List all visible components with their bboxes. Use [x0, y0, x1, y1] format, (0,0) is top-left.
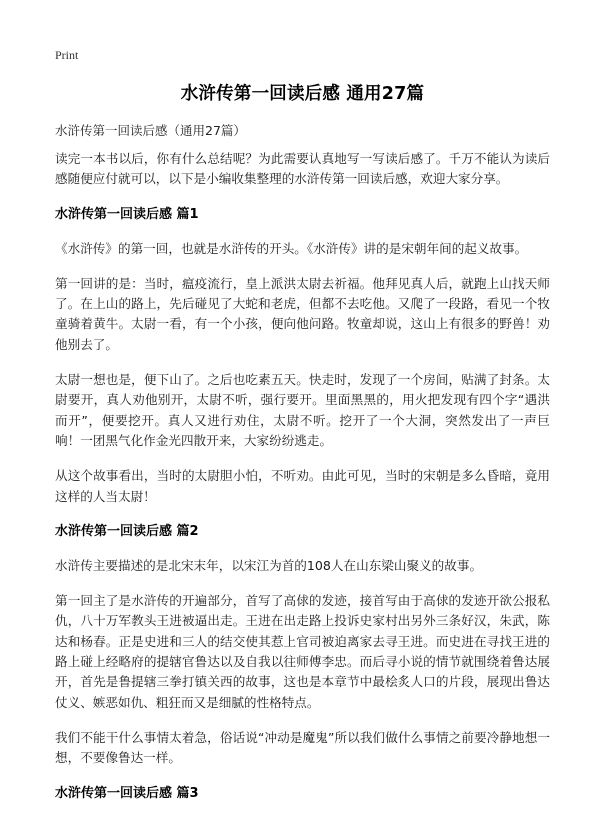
print-link[interactable]: Print [55, 48, 79, 62]
section-heading-1: 水浒传第一回读后感 篇1 [55, 206, 199, 222]
intro-paragraph: 读完一本书以后，你有什么总结呢？为此需要认真地写一写读后感了。千万不能认为读后感随便应付就可以，以下是小编收集整理的水浒传第一回读后感，欢迎大家分享。 [55, 151, 550, 187]
paragraph: 我们不能干什么事情太着急，俗话说“冲动是魔鬼”所以我们做什么事情之前要冷静地想一想，不要像鲁达一样。 [55, 729, 550, 766]
section-heading-2: 水浒传第一回读后感 篇2 [55, 523, 199, 539]
paragraph: 第一回主了是水浒传的开遍部分，首写了高俅的发迹，接首写由于高俅的发迹开欲公报私仇，八十万军教头王进被逼出走。王进在出走路上投诉史家村出另外三条好汉，朱武，陈达和杨春。正是史进和三人的结交使其惹上官司被迫离家去寻王进。而史进在寻找王进的路上碰上经略府的提辖官鲁达以及自我以往师傅李忠。而后寻小说的情节就围绕着鲁达展开，首先是鲁提辖三拳打镇关西的故事，这也是本章节中最桧炙人口的片段，展现出鲁达仗义、嫉恶如仇、粗狂而又是细腻的性格特点。 [55, 593, 550, 710]
paragraph: 从这个故事看出，当时的太尉胆小怕，不听劝。由此可见，当时的宋朝是多么昏暗，竟用这样的人当太尉！ [55, 468, 550, 504]
paragraph: 水浒传主要描述的是北宋末年，以宋江为首的108人在山东梁山聚义的故事。 [55, 557, 483, 573]
article-body [55, 149, 550, 818]
subtitle: 水浒传第一回读后感（通用27篇） [55, 123, 246, 138]
paragraph: 第一回讲的是：当时，瘟疫流行，皇上派洪太尉去祈福。他拜见真人后，就跑上山找天师了。在上山的路上，先后碰见了大蛇和老虎，但都不去吃他。又爬了一段路，看见一个牧童骑着黄牛。太尉一看，有一个小孩，便向他问路。牧童却说，这山上有很多的野兽！劝他别去了。 [55, 275, 550, 352]
paragraph: 《水浒传》的第一回，也就是水浒传的开头。《水浒传》讲的是宋朝年间的起义故事。 [55, 240, 528, 256]
page-title: 水浒传第一回读后感 通用27篇 [180, 84, 425, 104]
section-heading-3: 水浒传第一回读后感 篇3 [55, 785, 199, 801]
paragraph: 太尉一想也是，便下山了。之后也吃素五天。快走时，发现了一个房间，贴满了封条。太尉要开，真人劝他别开，太尉不听，强行要开。里面黑黑的，用火把发现有四个字“遇洪而开”，便要挖开。真人又进行劝住，太尉不听。挖开了一个大洞，突然发出了一声巨响！一团黑气化作金光四散开来，大家纷纷逃走。 [55, 372, 550, 448]
